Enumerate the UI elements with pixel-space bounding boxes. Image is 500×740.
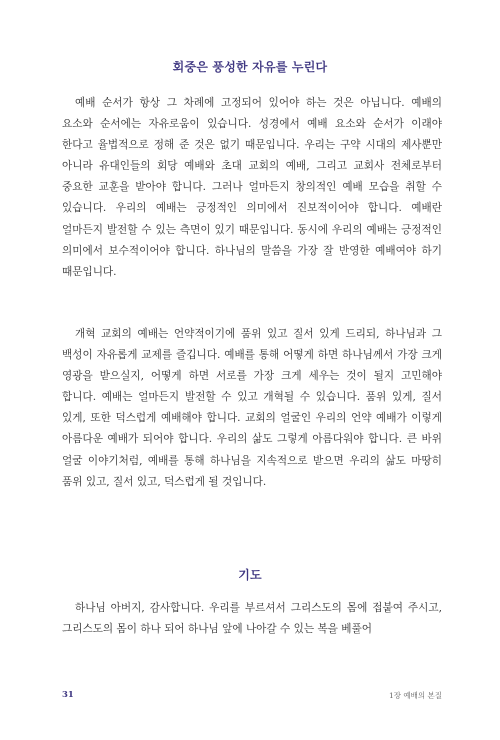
prayer-paragraph: 하나님 아버지, 감사합니다. 우리를 부르셔서 그리스도의 몸에 접붙여 주시고, 그리스도의 몸이 하나 되어 하나님 앞에 나아갈 수 있는 복을 베풀어 — [62, 602, 442, 636]
body-paragraph: 개혁 교회의 예배는 언약적이기에 품위 있고 질서 있게 드리되, 하나님과 그 백성이 자유롭게 교제를 즐깁니다. 예배를 통해 어떻게 하면 하나님께서 가장 크게 영광을 받으실지, 어떻게 하면 서로를 가장 크게 세우는 것이 될지 고민해야 합니다. 예배는 얼마든지 발전할 수 있고 개혁될 수 있습니다. 품위 있게, 질서 있게, 또한 덕스럽게 예배해야 합니다. 교회의 얼굴인 우리의 언약 예배가 이렇게 아름다운 예배가 되어야 합니다. 우리의 삶도 그렇게 아름다워야 합니다. 큰 바위 얼굴 이야기처럼, 예배를 통해 하나님을 지속적으로 받으면 우리의 삶도 마땅히 품위 있고, 질서 있고, 덕스럽게 될 것입니다. — [62, 328, 442, 488]
running-head: 1장 예배의 본질 — [388, 691, 442, 700]
body-paragraph: 예배 순서가 항상 그 차례에 고정되어 있어야 하는 것은 아닙니다. 예배의 요소와 순서에는 자유로움이 있습니다. 성경에서 예배 요소와 순서가 이래야 한다고 율법적으로 정해 준 것은 없기 때문입니다. 우리는 구약 시대의 제사뿐만 아니라 유대인들의 회당 예배와 초대 교회의 예배, 그리고 교회사 전체로부터 중요한 교훈을 받아야 합니다. 그러나 얼마든지 창의적인 예배 모습을 취할 수 있습니다. 우리의 예배는 긍정적인 의미에서 진보적이어야 합니다. 예배란 얼마든지 발전할 수 있는 측면이 있기 때문입니다. 동시에 우리의 예배는 긍정적인 의미에서 보수적이어야 합니다. 하나님의 말씀을 가장 잘 반영한 예배여야 하기 때문입니다. — [62, 97, 442, 278]
page-number: 31 — [62, 690, 74, 700]
section-title: 회중은 풍성한 자유를 누린다 — [172, 60, 328, 74]
prayer-title: 기도 — [238, 568, 262, 582]
